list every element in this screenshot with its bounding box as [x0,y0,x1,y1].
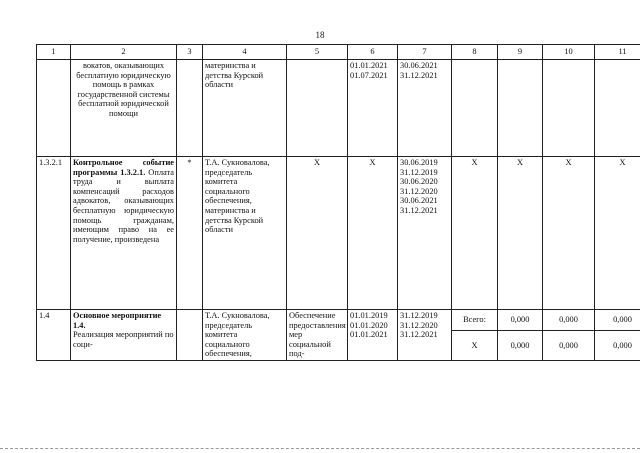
cell-description [71,157,177,310]
cell-start-dates: Х [348,157,398,310]
page-edge-divider [0,448,640,449]
measure-title: Основное мероприятие 1.4. [73,311,162,330]
cell-num: 1.3.2.1 [37,157,71,310]
event-text: Оплата труда и выплата компенсаций расходов адвокатов, оказывающих бесплатную юридическую помощь гражданам, имеющим право на ее получение, произведена [73,167,174,244]
end-date: 31.12.2021 [400,330,438,340]
start-date: 01.01.2020 [350,320,388,330]
end-date: 31.12.2019 [400,311,438,320]
header-cell: 4 [203,45,287,60]
cell-num [37,60,71,157]
header-cell: 9 [498,45,543,60]
header-cell: 5 [287,45,348,60]
header-cell: 1 [37,45,71,60]
cell-result: Х [287,157,348,310]
end-date: 30.06.2020 [400,177,438,187]
header-cell: 3 [177,45,203,60]
cell-total-label: Всего: [452,310,498,331]
end-date: 31.12.2019 [400,167,438,177]
end-date: 31.12.2020 [400,186,438,196]
cell-amount: 0,000 [543,310,595,331]
header-cell: 6 [348,45,398,60]
cell-empty [543,60,595,157]
cell-responsible: Т.А. Сукновалова, председатель комитета социального обеспечения, материнства и детства Курской области [203,157,287,310]
end-date: 30.06.2019 [400,158,438,167]
header-cell: 7 [398,45,452,60]
cell-end-dates [398,310,452,361]
cell-amount: 0,000 [498,330,543,360]
table-row-continuation [37,60,640,157]
cell-x: Х [452,330,498,360]
start-date: 01.01.2021 [350,61,388,70]
end-date: 31.12.2021 [400,70,438,80]
header-cell: 11 [595,45,640,60]
cell-result: Обеспечение предоставления мер социальной под- [287,310,348,361]
cell-empty [595,60,640,157]
program-table [36,44,640,361]
cell-amount: 0,000 [543,330,595,360]
table-row-1-3-2-1 [37,157,640,310]
cell-x: Х [498,157,543,310]
event-title: Контрольное событие программы 1.3.2.1. [73,158,174,177]
table-row-1-4 [37,310,640,331]
cell-description [71,310,177,361]
header-cell: 10 [543,45,595,60]
cell-mark [177,60,203,157]
cell-amount: 0,000 [498,310,543,331]
cell-mark: * [177,157,203,310]
cell-amount: 0,000 [595,310,640,331]
end-date: 31.12.2021 [400,205,438,215]
cell-x: Х [595,157,640,310]
cell-x: Х [543,157,595,310]
end-date: 30.06.2021 [400,196,438,206]
header-cell: 8 [452,45,498,60]
start-date: 01.07.2021 [350,70,388,80]
cell-result [287,60,348,157]
header-cell: 2 [71,45,177,60]
end-date: 31.12.2020 [400,320,438,330]
cell-start-dates [348,60,398,157]
start-date: 01.01.2021 [350,330,388,340]
page-number: 18 [315,30,325,40]
cell-empty [498,60,543,157]
cell-x: Х [452,157,498,310]
measure-text: Реализация мероприятий по соци- [73,330,174,349]
cell-empty [452,60,498,157]
cell-end-dates [398,60,452,157]
start-date: 01.01.2019 [350,311,388,320]
end-date: 30.06.2021 [400,61,438,70]
cell-description: вокатов, оказывающих бесплатную юридическую помощь в рамках государственной системы бесплатной юридической помощи [71,60,177,157]
cell-end-dates [398,157,452,310]
cell-responsible: Т.А. Сукновалова, председатель комитета социального обеспечения, [203,310,287,361]
cell-num: 1.4 [37,310,71,361]
header-row [37,45,640,60]
cell-responsible: материнства и детства Курской области [203,60,287,157]
cell-mark [177,310,203,361]
cell-start-dates [348,310,398,361]
cell-amount: 0,000 [595,330,640,360]
